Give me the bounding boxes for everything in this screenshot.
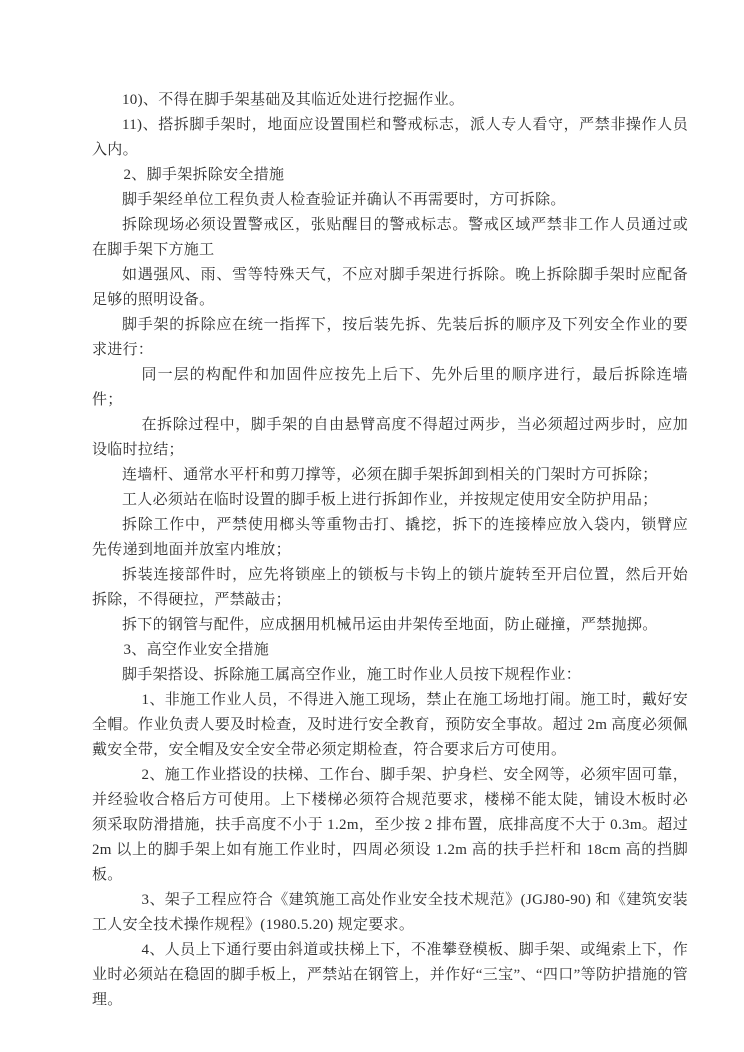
numbered-item: 3、架子工程应符合《建筑施工高处作业安全技术规范》(JGJ80-90) 和《建筑安装工人安全技术操作规程》(1980.5.20) 规定要求。 [92,892,688,933]
paragraph: 拆除现场必须设置警戒区，张贴醒目的警戒标志。警戒区域严禁非工作人员通过或在脚手架下方施工 [92,217,688,258]
paragraph: 10)、不得在脚手架基础及其临近处进行挖掘作业。 [122,92,465,108]
paragraph: 脚手架的拆除应在统一指挥下，按后装先拆、先装后拆的顺序及下列安全作业的要求进行： [92,317,688,358]
section-heading: 2、脚手架拆除安全措施 [123,167,285,183]
numbered-item: 2、施工作业搭设的扶梯、工作台、脚手架、护身栏、安全网等，必须牢固可靠，并经验收合格后方可使用。上下楼梯必须符合规范要求，楼梯不能太陡，铺设木板时必须采取防滑措施，扶手高度不小于 1.2m，至少按 2 排布置，底排高度不大于 0.3m。超过 2m 以上的脚手架上如有施工作业时，四周必须设 1.2m 高的扶手拦杆和 18cm 高的挡脚板。 [92,767,688,883]
paragraph: 如遇强风、雨、雪等特殊天气，不应对脚手架进行拆除。晚上拆除脚手架时应配备足够的照明设备。 [92,267,688,308]
document-body-text [92,88,688,1013]
paragraph: 工人必须站在临时设置的脚手板上进行拆卸作业，并按规定使用安全防护用品； [122,492,658,508]
section-heading: 3、高空作业安全措施 [123,642,270,658]
paragraph: 11)、搭拆脚手架时，地面应设置围栏和警戒标志，派人专人看守，严禁非操作人员入内。 [92,117,688,158]
sub-item: 在拆除过程中，脚手架的自由悬臂高度不得超过两步，当必须超过两步时，应加设临时拉结； [92,417,688,458]
paragraph: 拆除工作中，严禁使用榔头等重物击打、撬挖，拆下的连接棒应放入袋内，锁臂应先传递到地面并放室内堆放； [92,517,688,558]
paragraph: 连墙杆、通常水平杆和剪刀撑等，必须在脚手架拆卸到相关的门架时方可拆除； [122,467,658,483]
paragraph: 脚手架搭设、拆除施工属高空作业，施工时作业人员按下规程作业： [122,667,582,683]
paragraph: 脚手架经单位工程负责人检查验证并确认不再需要时，方可拆除。 [122,192,566,208]
paragraph: 拆装连接部件时，应先将锁座上的锁板与卡钩上的锁片旋转至开启位置，然后开始拆除，不得硬拉，严禁敲击； [92,567,688,608]
numbered-item: 4、人员上下通行要由斜道或扶梯上下，不准攀登模板、脚手架、或绳索上下，作业时必须站在稳固的脚手板上，严禁站在钢管上，并作好“三宝”、“四口”等防护措施的管理。 [92,942,688,1008]
sub-item: 同一层的构配件和加固件应按先上后下、先外后里的顺序进行，最后拆除连墙件； [92,367,688,408]
paragraph: 拆下的钢管与配件，应成捆用机械吊运由井架传至地面，防止碰撞，严禁抛掷。 [122,617,658,633]
numbered-item: 1、非施工作业人员，不得进入施工现场，禁止在施工场地打闹。施工时，戴好安全帽。作业负责人要及时检查，及时进行安全教育，预防安全事故。超过 2m 高度必须佩戴安全带，安全帽及安全安全带必须定期检查，符合要求后方可使用。 [92,692,688,758]
